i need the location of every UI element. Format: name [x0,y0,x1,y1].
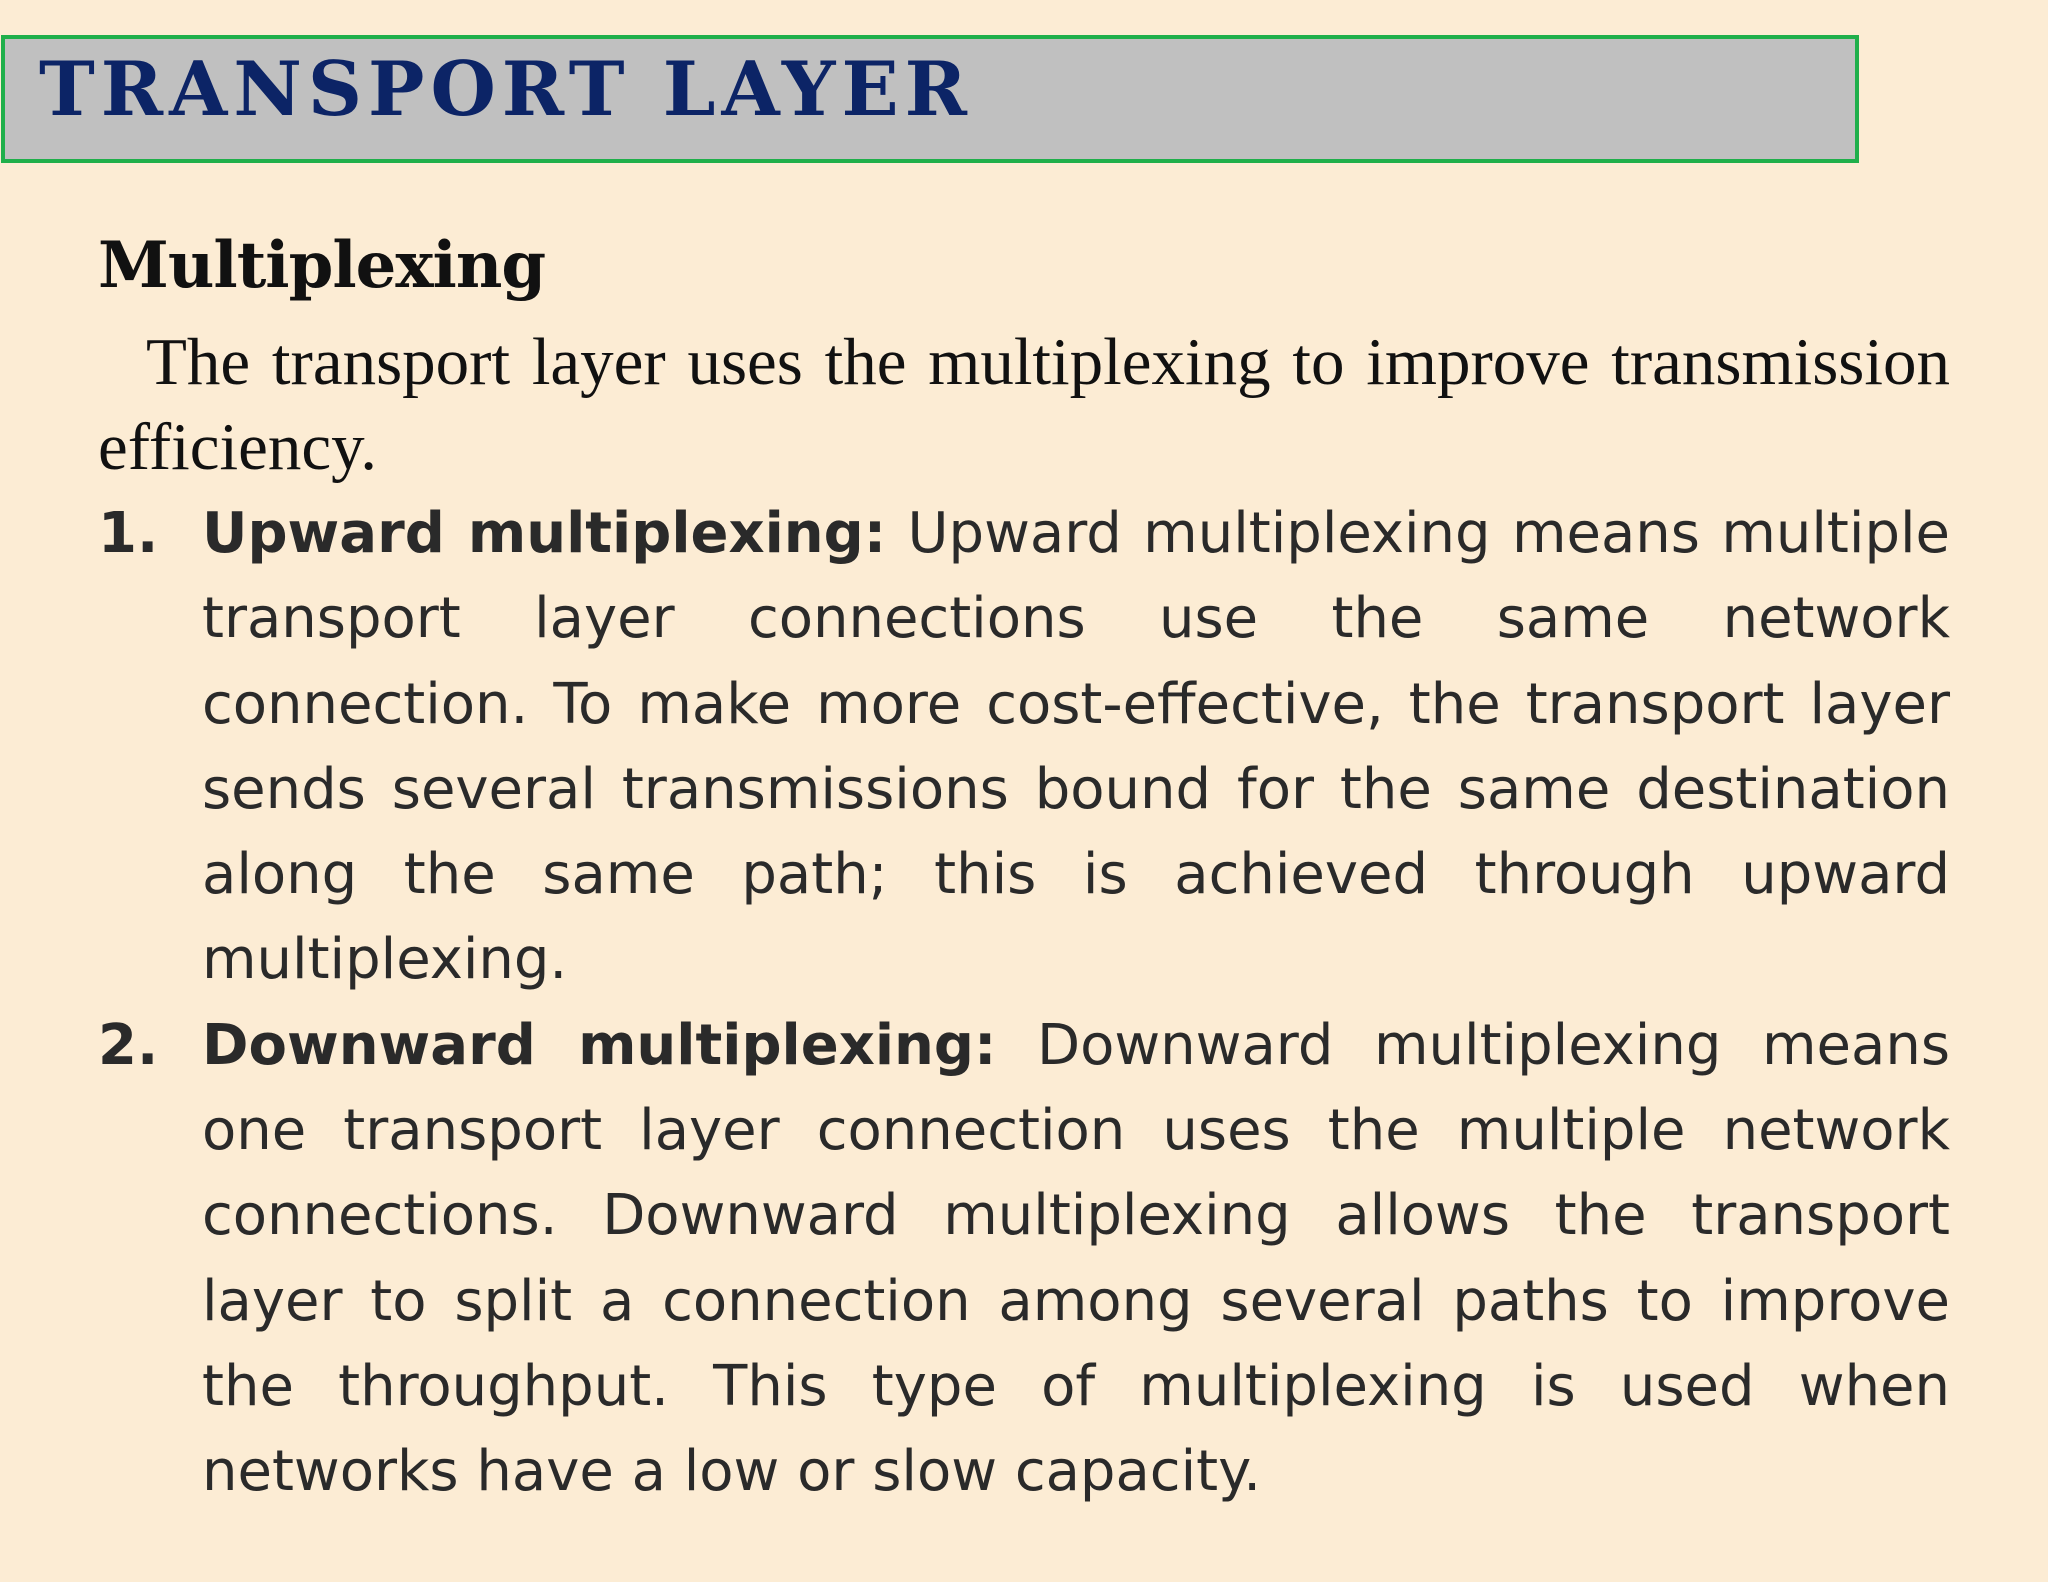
list-item-text: Downward multiplexing means one transport layer connection uses the multiple network connections. Downward multiplexing allows the transport layer to split a connection among several paths to improve the throughput. This type of multiplexing is used when networks have a low or slow capacity. [202,1012,1950,1505]
page-title: TRANSPORT LAYER [39,45,973,133]
intro-paragraph: The transport layer uses the multiplexing to improve transmission efficiency. [98,325,1950,484]
multiplexing-list [98,491,1950,1515]
list-item-text: Upward multiplexing means multiple transport layer connections use the same network connection. To make more cost-effective, the transport layer sends several transmissions bound for the same destination along the same path; this is achieved through upward multiplexing. [202,501,1950,993]
list-item-term: Downward multiplexing: [202,1012,997,1078]
list-item-number: 1. [98,501,159,566]
title-banner [1,35,1859,163]
section-heading: Multiplexing [98,228,546,303]
list-item-term: Upward multiplexing: [202,501,887,566]
list-item-upward [98,491,1950,1003]
list-item-number: 2. [98,1012,159,1078]
list-item-downward [98,1003,1950,1515]
